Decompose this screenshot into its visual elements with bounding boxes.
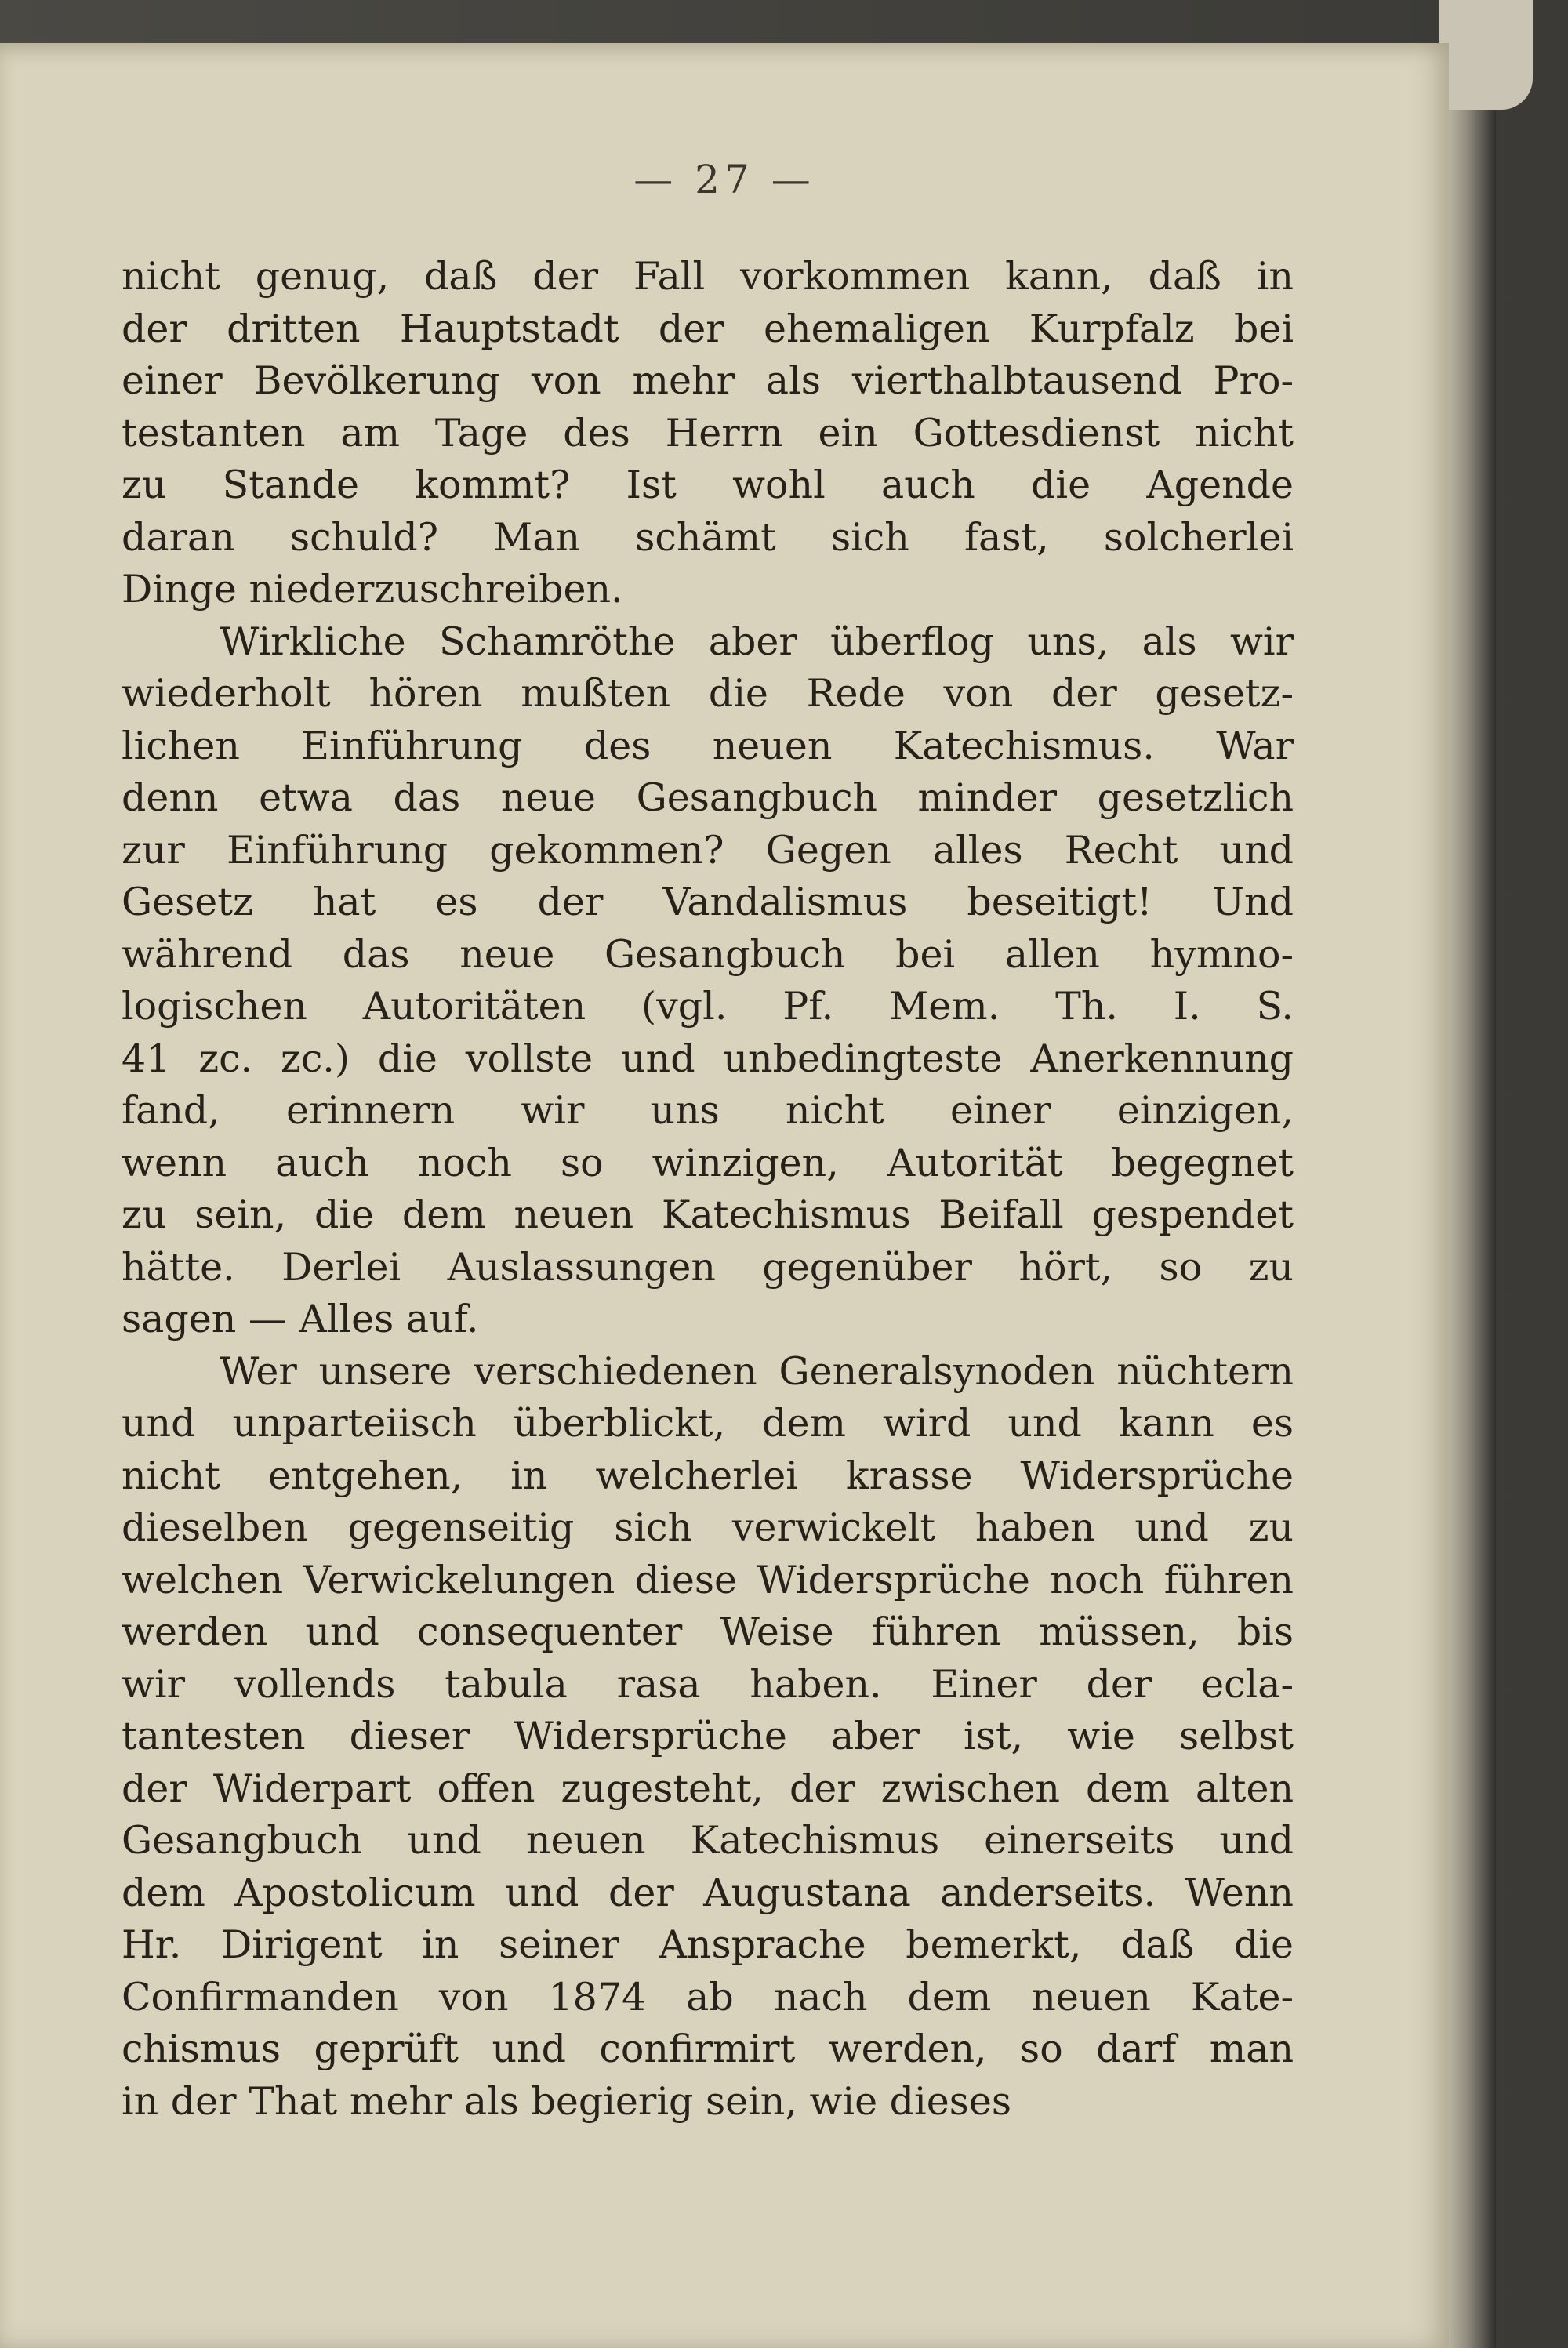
text-line: der Widerpart offen zugesteht, der zwischen dem alten bbox=[122, 1766, 1294, 1811]
text-line: welchen Verwickelungen diese Widersprüche noch führen bbox=[122, 1557, 1294, 1602]
text-line: logischen Autoritäten (vgl. Pf. Mem. Th. I. S. bbox=[122, 984, 1294, 1029]
text-line: denn etwa das neue Gesangbuch minder gesetzlich bbox=[122, 775, 1294, 820]
text-line: Hr. Dirigent in seiner Ansprache bemerkt, daß die bbox=[122, 1922, 1294, 1967]
text-line: chismus geprüft und confirmirt werden, so darf man bbox=[122, 2027, 1294, 2071]
text-line: während das neue Gesangbuch bei allen hymno- bbox=[122, 931, 1294, 977]
text-line: wenn auch noch so winzigen, Autorität begegnet bbox=[122, 1140, 1294, 1185]
text-line: wir vollends tabula rasa haben. Einer der ecla- bbox=[122, 1661, 1294, 1707]
text-line: nicht entgehen, in welcherlei krasse Widersprüche bbox=[122, 1453, 1294, 1498]
text-line: zur Einführung gekommen? Gegen alles Recht und bbox=[122, 827, 1294, 873]
text-line: und unparteiisch überblickt, dem wird und kann es bbox=[122, 1401, 1294, 1446]
text-line: Dinge niederzuschreiben. bbox=[122, 567, 623, 611]
text-line: Confirmanden von 1874 ab nach dem neuen Kate- bbox=[122, 1974, 1294, 2020]
text-line: dieselben gegenseitig sich verwickelt haben und zu bbox=[122, 1505, 1294, 1550]
text-line: nicht genug, daß der Fall vorkommen kann, daß in bbox=[122, 254, 1294, 299]
page-number: — 27 — bbox=[633, 157, 815, 202]
text-line: Wirkliche Schamröthe aber überflog uns, als wir bbox=[220, 619, 1294, 664]
text-line: wiederholt hören mußten die Rede von der gesetz- bbox=[122, 671, 1294, 716]
text-line: testanten am Tage des Herrn ein Gottesdienst nicht bbox=[122, 410, 1294, 455]
text-line: einer Bevölkerung von mehr als vierthalbtausend Pro- bbox=[122, 358, 1294, 403]
text-line: 41 zc. zc.) die vollste und unbedingteste Anerkennung bbox=[122, 1036, 1294, 1081]
body-text bbox=[122, 251, 1294, 2128]
book-cover-corner bbox=[1439, 0, 1533, 110]
text-line: tantesten dieser Widersprüche aber ist, wie selbst bbox=[122, 1714, 1294, 1758]
book-page bbox=[0, 43, 1449, 2348]
text-line: werden und consequenter Weise führen müssen, bis bbox=[122, 1609, 1294, 1654]
text-line: sagen — Alles auf. bbox=[122, 1297, 479, 1341]
text-line: fand, erinnern wir uns nicht einer einzigen, bbox=[122, 1088, 1294, 1133]
text-line: daran schuld? Man schämt sich fast, solcherlei bbox=[122, 514, 1294, 560]
text-line: dem Apostolicum und der Augustana anderseits. Wenn bbox=[122, 1870, 1294, 1915]
text-line: lichen Einführung des neuen Katechismus. War bbox=[122, 723, 1294, 768]
text-line: in der That mehr als begierig sein, wie dieses bbox=[122, 2078, 1011, 2124]
text-line: Gesetz hat es der Vandalismus beseitigt! Und bbox=[122, 880, 1294, 924]
text-line: zu Stande kommt? Ist wohl auch die Agende bbox=[122, 463, 1294, 507]
text-line: zu sein, die dem neuen Katechismus Beifall gespendet bbox=[122, 1192, 1294, 1237]
text-line: Wer unsere verschiedenen Generalsynoden nüchtern bbox=[220, 1348, 1294, 1394]
text-line: hätte. Derlei Auslassungen gegenüber hört, so zu bbox=[122, 1244, 1294, 1290]
text-line: der dritten Hauptstadt der ehemaligen Kurpfalz bei bbox=[122, 306, 1294, 351]
book-binding-edge bbox=[1449, 0, 1496, 2348]
text-line: Gesangbuch und neuen Katechismus einerseits und bbox=[122, 1818, 1294, 1863]
